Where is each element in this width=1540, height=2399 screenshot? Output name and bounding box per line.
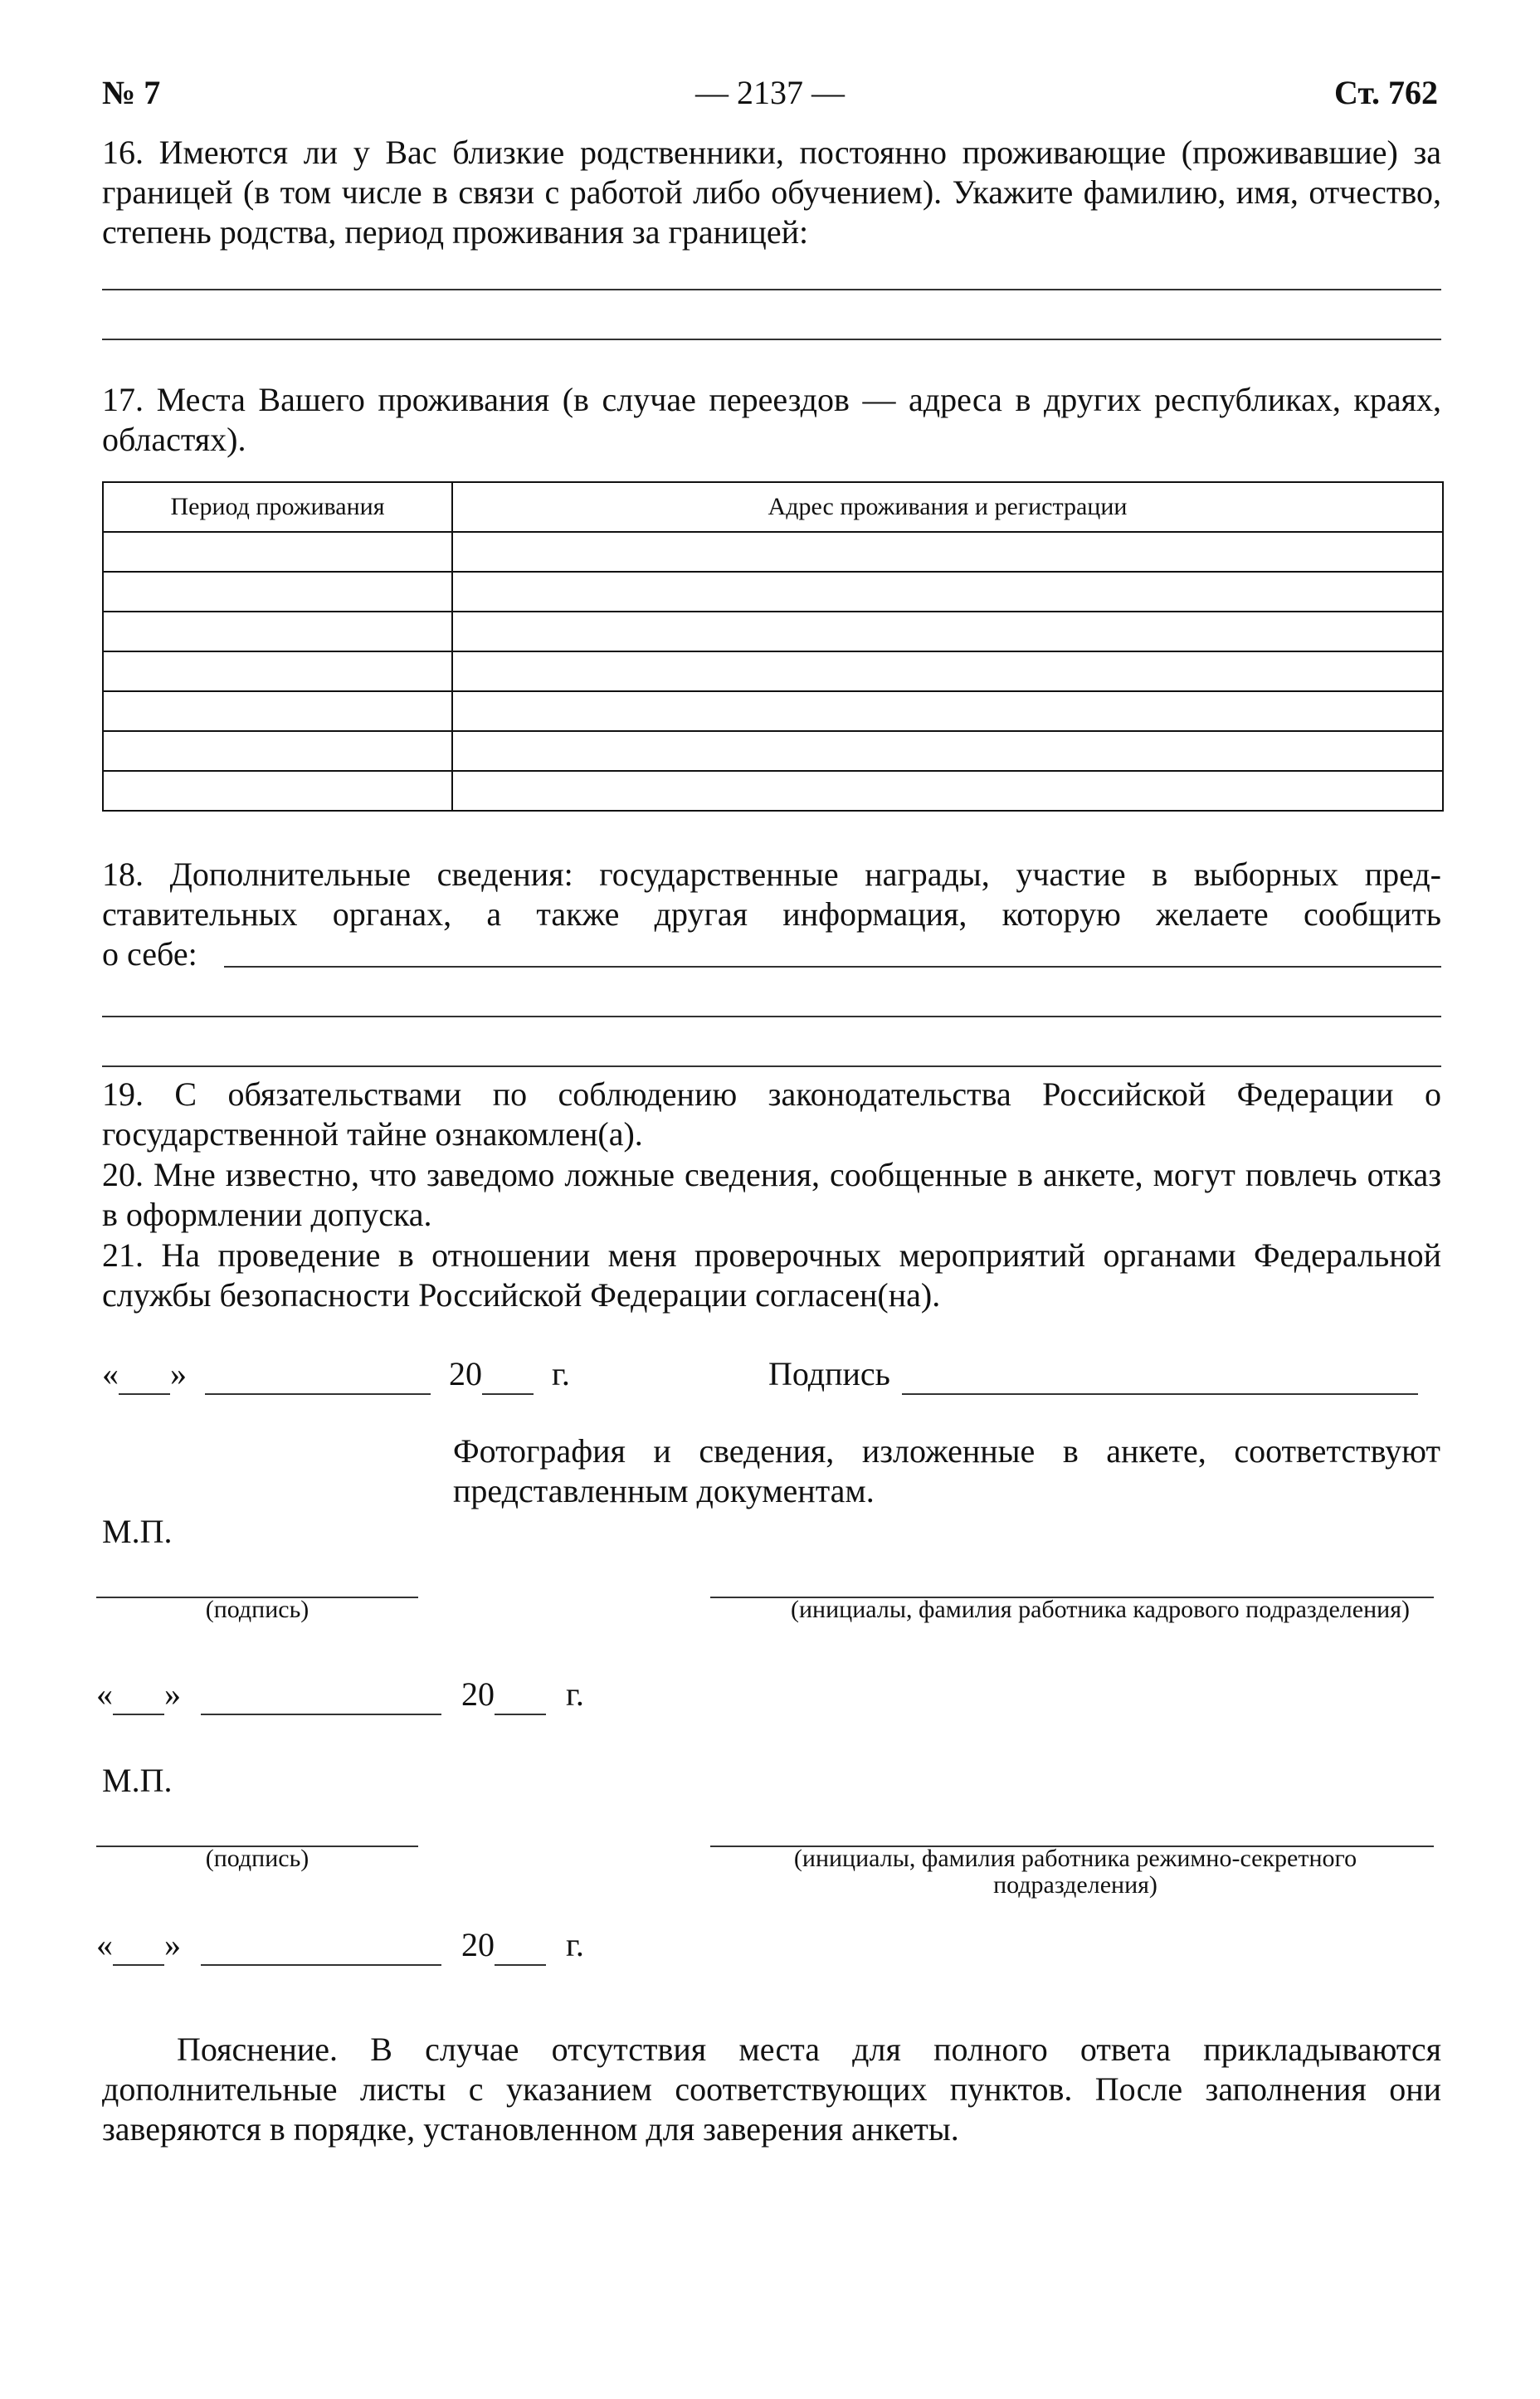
- article-number: Ст. 762: [1334, 74, 1438, 111]
- period-cell[interactable]: [103, 572, 452, 612]
- month-blank[interactable]: [205, 1354, 431, 1395]
- stamp-place-2: М.П.: [102, 1762, 173, 1799]
- table-row: [103, 532, 1443, 572]
- signature-field: [768, 1354, 1418, 1395]
- question-16: 16. Имеются ли у Вас близкие родственники, постоянно проживающие (проживавшие) за границей (в том числе в связи с работой либо обучением). Укажите фамилию, имя, отчество, степень родства, период проживания за границей:: [102, 134, 1441, 251]
- address-cell[interactable]: [452, 651, 1443, 691]
- answer-line-18b[interactable]: [102, 1016, 1441, 1017]
- name-caption-2: (инициалы, фамилия работника режимно-секретного подразделения): [793, 1845, 1357, 1899]
- answer-line-16b[interactable]: [102, 339, 1441, 340]
- year-prefix: 20: [461, 1675, 495, 1713]
- table-row: [103, 691, 1443, 731]
- table-row: [103, 612, 1443, 651]
- day-blank[interactable]: [113, 1925, 164, 1966]
- year-suffix: г.: [566, 1926, 584, 1963]
- quote-open: «: [102, 1355, 119, 1392]
- day-blank[interactable]: [113, 1675, 164, 1715]
- address-cell[interactable]: [452, 771, 1443, 811]
- month-blank[interactable]: [201, 1675, 441, 1715]
- year-blank[interactable]: [495, 1925, 546, 1966]
- date-field: [102, 1354, 570, 1395]
- column-header-period: Период проживания: [103, 482, 452, 532]
- question-19: 19. С обязательствами по соблюдению законодательства Российской Федерации о государственной тайне ознакомлен(а).: [102, 1075, 1441, 1153]
- residence-table: [102, 481, 1444, 812]
- issue-number: № 7: [102, 74, 161, 111]
- quote-open: «: [96, 1926, 113, 1963]
- column-header-address: Адрес проживания и регистрации: [452, 482, 1443, 532]
- day-blank[interactable]: [119, 1354, 170, 1395]
- quote-open: «: [96, 1675, 113, 1713]
- question-17: 17. Места Вашего проживания (в случае переездов — адреса в других республиках, краях, областях).: [102, 381, 1441, 458]
- table-row: [103, 771, 1443, 811]
- date-field-1: [96, 1675, 584, 1715]
- question-18-line-1: 18. Дополнительные сведения: государственные награды, участие в выборных пред-: [102, 856, 1441, 893]
- year-prefix: 20: [449, 1355, 482, 1392]
- table-row: [103, 572, 1443, 612]
- sign-caption-1: (подпись): [205, 1596, 309, 1623]
- signature-label: Подпись: [768, 1355, 890, 1392]
- period-cell[interactable]: [103, 731, 452, 771]
- period-cell[interactable]: [103, 771, 452, 811]
- stamp-place-1: М.П.: [102, 1513, 173, 1550]
- address-cell[interactable]: [452, 691, 1443, 731]
- explanatory-note: Пояснение. В случае отсутствия места для полного ответа прикладываются дополнительные листы с указанием соответствующих пунктов. После заполнения они заверяются в порядке, установленном для заверения анкеты.: [102, 2031, 1441, 2148]
- address-cell[interactable]: [452, 731, 1443, 771]
- signature-blank[interactable]: [902, 1354, 1418, 1395]
- quote-close: »: [164, 1926, 181, 1963]
- answer-line-18c[interactable]: [102, 1065, 1441, 1067]
- period-cell[interactable]: [103, 532, 452, 572]
- question-20: 20. Мне известно, что заведомо ложные сведения, сообщенные в анкете, могут повлечь отказ в оформлении допуска.: [102, 1156, 1441, 1233]
- question-21: 21. На проведение в отношении меня проверочных мероприятий органами Федеральной службы безопасности Российской Федерации согласен(на).: [102, 1236, 1441, 1314]
- year-blank[interactable]: [482, 1354, 534, 1395]
- address-cell[interactable]: [452, 532, 1443, 572]
- sign-caption-2: (подпись): [205, 1845, 309, 1872]
- question-18-line-3: о себе:: [102, 935, 197, 973]
- period-cell[interactable]: [103, 691, 452, 731]
- table-row: [103, 731, 1443, 771]
- verification-statement: Фотография и сведения, изложенные в анкете, соответствуют представленным документам.: [453, 1432, 1440, 1509]
- year-suffix: г.: [566, 1675, 584, 1713]
- period-cell[interactable]: [103, 651, 452, 691]
- year-prefix: 20: [461, 1926, 495, 1963]
- quote-close: »: [164, 1675, 181, 1713]
- year-suffix: г.: [552, 1355, 570, 1392]
- table-row: [103, 651, 1443, 691]
- residence-table-header: [103, 482, 1443, 532]
- date-field-2: [96, 1925, 584, 1966]
- period-cell[interactable]: [103, 612, 452, 651]
- name-caption-1: (инициалы, фамилия работника кадрового подразделения): [791, 1596, 1410, 1623]
- address-cell[interactable]: [452, 572, 1443, 612]
- answer-line-16a[interactable]: [102, 289, 1441, 290]
- month-blank[interactable]: [201, 1925, 441, 1966]
- address-cell[interactable]: [452, 612, 1443, 651]
- quote-close: »: [170, 1355, 187, 1392]
- answer-line-18a[interactable]: [224, 966, 1441, 968]
- year-blank[interactable]: [495, 1675, 546, 1715]
- question-18-line-2: ставительных органах, а также другая информация, которую желаете сообщить: [102, 895, 1441, 933]
- page-number: — 2137 —: [695, 74, 845, 111]
